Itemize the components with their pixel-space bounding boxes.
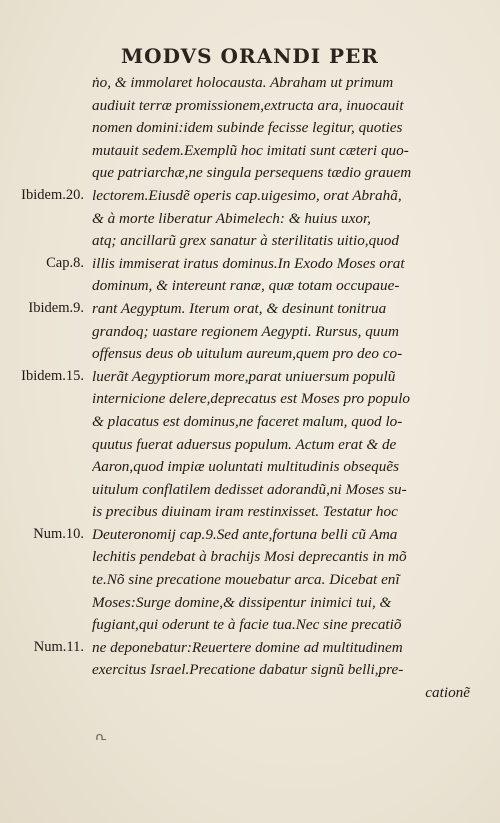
text-line: internicione delere,deprecatus est Moses pro populo (92, 390, 411, 408)
marginal-note: Cap.8. (46, 254, 84, 271)
text-line: dominum, & intereunt ranæ, quæ totam occupaue- (92, 277, 400, 295)
body-text (92, 72, 484, 705)
text-line: lechitis pendebat à brachijs Mosi deprecantis in mõ (92, 548, 407, 566)
marginal-note: Num.10. (33, 526, 84, 542)
text-line: mutauit sedem.Exemplũ hoc imitati sunt cæteri quo- (92, 141, 409, 159)
text-line: Deuteronomij cap.9.Sed ante,fortuna belli cũ Ama (92, 525, 398, 543)
text-line: exercitus Israel.Precatione dabatur signũ belli,pre- (92, 661, 404, 679)
text-line: Aaron,quod impiæ uoluntati multitudinis obsequẽs (92, 458, 399, 476)
text-line: offensus deus ob uitulum aureum,quem pro deo co- (92, 345, 403, 363)
text-line: is precibus diuinam iram restinxisset. Testatur hoc (92, 503, 398, 521)
text-line: te.Nõ sine precatione mouebatur arca. Dicebat enĩ (92, 571, 400, 589)
text-line: & placatus est dominus,ne faceret malum, quod lo- (92, 412, 403, 430)
text-line: ne deponebatur:Reuertere domine ad multitudinem (92, 638, 403, 656)
text-line: & à morte liberatur Abimelech: & huius uxor, (92, 209, 371, 227)
text-line: quutus fuerat aduersus populum. Actum erat & de (92, 435, 397, 453)
text-line: uitulum conflatilem dedisset adorandũ,ni Moses su- (92, 480, 407, 498)
text-line: Moses:Surge domine,& dissipentur inimici tui, & (92, 593, 392, 611)
marginal-note: Num.11. (33, 639, 84, 655)
catchword: cationẽ (425, 684, 470, 702)
text-line: fugiant,qui oderunt te à facie tua.Nec sine precatiõ (92, 616, 402, 634)
text-line: nomen domini:idem subinde fecisse legitur, quoties (92, 119, 403, 137)
text-line: atq; ancillarũ grex sanatur à sterilitatis uitio,quod (92, 232, 399, 250)
text-line: lectorem.Eiusdẽ operis cap.uigesimo, orat Abrahã, (92, 186, 402, 204)
text-line: rant Aegyptum. Iterum orat, & desinunt tonitrua (92, 299, 387, 317)
text-line: grandoq; uastare regionem Aegypti. Rursus, quum (92, 322, 399, 340)
marginal-note: Ibidem.20. (21, 187, 84, 203)
text-line: luerãt Aegyptiorum more,parat uniuersum populũ (92, 367, 396, 385)
ink-smudge: ᕆ (95, 728, 107, 743)
marginal-note: Ibidem.15. (21, 367, 84, 384)
text-line: ṅo, & immolaret holocausta. Abraham ut primum (92, 74, 394, 91)
text-line: audiuit terræ promissionem,extructa ara, inuocauit (92, 96, 404, 114)
running-head: MODVS ORANDI PER (121, 44, 379, 68)
text-line: illis immiserat iratus dominus.In Exodo Moses orat (92, 254, 405, 272)
marginal-note: Ibidem.9. (28, 300, 84, 316)
text-line: que patriarchæ,ne singula persequens tædio grauem (92, 164, 412, 182)
